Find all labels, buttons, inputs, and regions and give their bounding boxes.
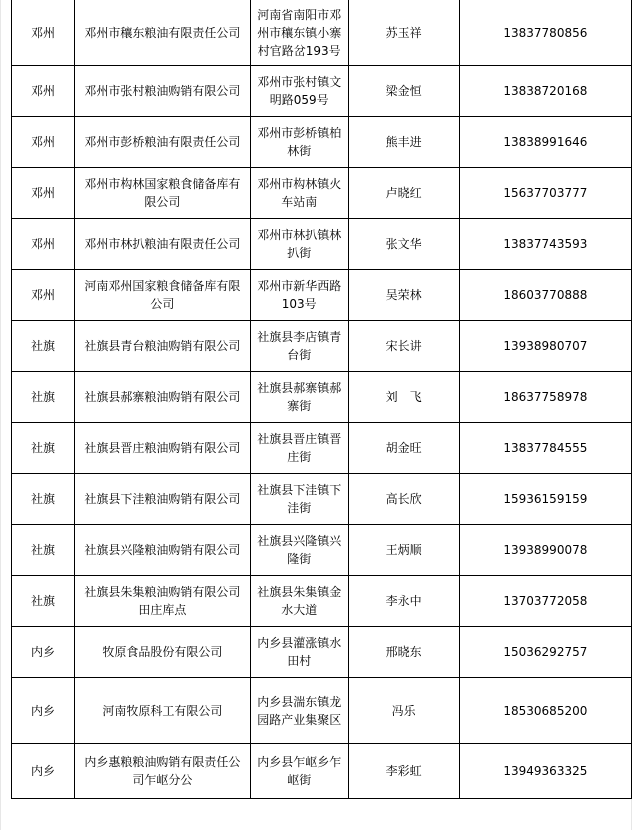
region-cell: 邓州: [12, 66, 75, 117]
table-row: [12, 117, 632, 168]
page-edge-left: [0, 0, 1, 830]
region-cell: 社旗: [12, 576, 75, 627]
company-cell: 牧原食品股份有限公司: [74, 627, 250, 678]
table-row: [12, 525, 632, 576]
table-row: [12, 678, 632, 744]
region-cell: 邓州: [12, 270, 75, 321]
contact-cell: 宋长讲: [348, 321, 459, 372]
company-cell: 邓州市穰东粮油有限责任公司: [74, 0, 250, 66]
company-cell: 社旗县兴隆粮油购销有限公司: [74, 525, 250, 576]
address-cell: 内乡县乍岖乡乍岖街: [250, 744, 348, 799]
address-cell: 社旗县郝寨镇郝寨街: [250, 372, 348, 423]
table-row: [12, 0, 632, 66]
company-cell: 内乡惠粮粮油购销有限责任公司乍岖分公: [74, 744, 250, 799]
phone-cell: 13838720168: [459, 66, 631, 117]
phone-cell: 13838991646: [459, 117, 631, 168]
contact-cell: 胡金旺: [348, 423, 459, 474]
table-row: [12, 744, 632, 799]
company-cell: 河南邓州国家粮食储备库有限公司: [74, 270, 250, 321]
contact-cell: 卢晓红: [348, 168, 459, 219]
address-cell: 社旗县兴隆镇兴隆街: [250, 525, 348, 576]
address-cell: 社旗县朱集镇金水大道: [250, 576, 348, 627]
company-cell: 邓州市林扒粮油有限责任公司: [74, 219, 250, 270]
table-row: [12, 423, 632, 474]
address-cell: 内乡县灌涨镇水田村: [250, 627, 348, 678]
company-cell: 社旗县下洼粮油购销有限公司: [74, 474, 250, 525]
address-cell: 内乡县湍东镇龙园路产业集聚区: [250, 678, 348, 744]
contact-cell: 苏玉祥: [348, 0, 459, 66]
region-cell: 内乡: [12, 744, 75, 799]
table-row: [12, 372, 632, 423]
table-row: [12, 270, 632, 321]
phone-cell: 15936159159: [459, 474, 631, 525]
table-row: [12, 627, 632, 678]
contact-table: [11, 0, 632, 799]
company-cell: 社旗县朱集粮油购销有限公司田庄库点: [74, 576, 250, 627]
address-cell: 邓州市新华西路103号: [250, 270, 348, 321]
region-cell: 邓州: [12, 168, 75, 219]
region-cell: 社旗: [12, 372, 75, 423]
address-cell: 邓州市张村镇文明路059号: [250, 66, 348, 117]
address-cell: 邓州市彭桥镇柏林街: [250, 117, 348, 168]
region-cell: 内乡: [12, 627, 75, 678]
address-cell: 社旗县下洼镇下洼街: [250, 474, 348, 525]
address-cell: 社旗县晋庄镇晋庄街: [250, 423, 348, 474]
contact-cell: 刘 飞: [348, 372, 459, 423]
contact-cell: 吴荣林: [348, 270, 459, 321]
contact-cell: 李彩虹: [348, 744, 459, 799]
table-row: [12, 168, 632, 219]
company-cell: 社旗县晋庄粮油购销有限公司: [74, 423, 250, 474]
phone-cell: 13837784555: [459, 423, 631, 474]
company-cell: 邓州市彭桥粮油有限责任公司: [74, 117, 250, 168]
table-row: [12, 219, 632, 270]
phone-cell: 15036292757: [459, 627, 631, 678]
region-cell: 社旗: [12, 474, 75, 525]
region-cell: 社旗: [12, 525, 75, 576]
phone-cell: 13703772058: [459, 576, 631, 627]
phone-cell: 18637758978: [459, 372, 631, 423]
phone-cell: 13938980707: [459, 321, 631, 372]
region-cell: 社旗: [12, 423, 75, 474]
region-cell: 邓州: [12, 117, 75, 168]
address-cell: 河南省南阳市邓州市穰东镇小寨村官路岔193号: [250, 0, 348, 66]
contact-cell: 高长欣: [348, 474, 459, 525]
company-cell: 邓州市张村粮油购销有限公司: [74, 66, 250, 117]
region-cell: 邓州: [12, 0, 75, 66]
company-cell: 河南牧原科工有限公司: [74, 678, 250, 744]
address-cell: 邓州市构林镇火车站南: [250, 168, 348, 219]
phone-cell: 13938990078: [459, 525, 631, 576]
phone-cell: 13837780856: [459, 0, 631, 66]
contact-cell: 李永中: [348, 576, 459, 627]
region-cell: 内乡: [12, 678, 75, 744]
contact-cell: 熊丰进: [348, 117, 459, 168]
table-row: [12, 576, 632, 627]
region-cell: 邓州: [12, 219, 75, 270]
phone-cell: 15637703777: [459, 168, 631, 219]
contact-cell: 张文华: [348, 219, 459, 270]
company-cell: 社旗县郝寨粮油购销有限公司: [74, 372, 250, 423]
region-cell: 社旗: [12, 321, 75, 372]
contact-cell: 邢晓东: [348, 627, 459, 678]
table-row: [12, 66, 632, 117]
address-cell: 邓州市林扒镇林扒街: [250, 219, 348, 270]
table-row: [12, 321, 632, 372]
phone-cell: 18603770888: [459, 270, 631, 321]
company-cell: 社旗县青台粮油购销有限公司: [74, 321, 250, 372]
table-body: [12, 0, 632, 799]
phone-cell: 13837743593: [459, 219, 631, 270]
contact-cell: 王炳顺: [348, 525, 459, 576]
address-cell: 社旗县李店镇青台街: [250, 321, 348, 372]
phone-cell: 13949363325: [459, 744, 631, 799]
phone-cell: 18530685200: [459, 678, 631, 744]
table-row: [12, 474, 632, 525]
contact-cell: 梁金恒: [348, 66, 459, 117]
contact-cell: 冯乐: [348, 678, 459, 744]
company-cell: 邓州市构林国家粮食储备库有限公司: [74, 168, 250, 219]
